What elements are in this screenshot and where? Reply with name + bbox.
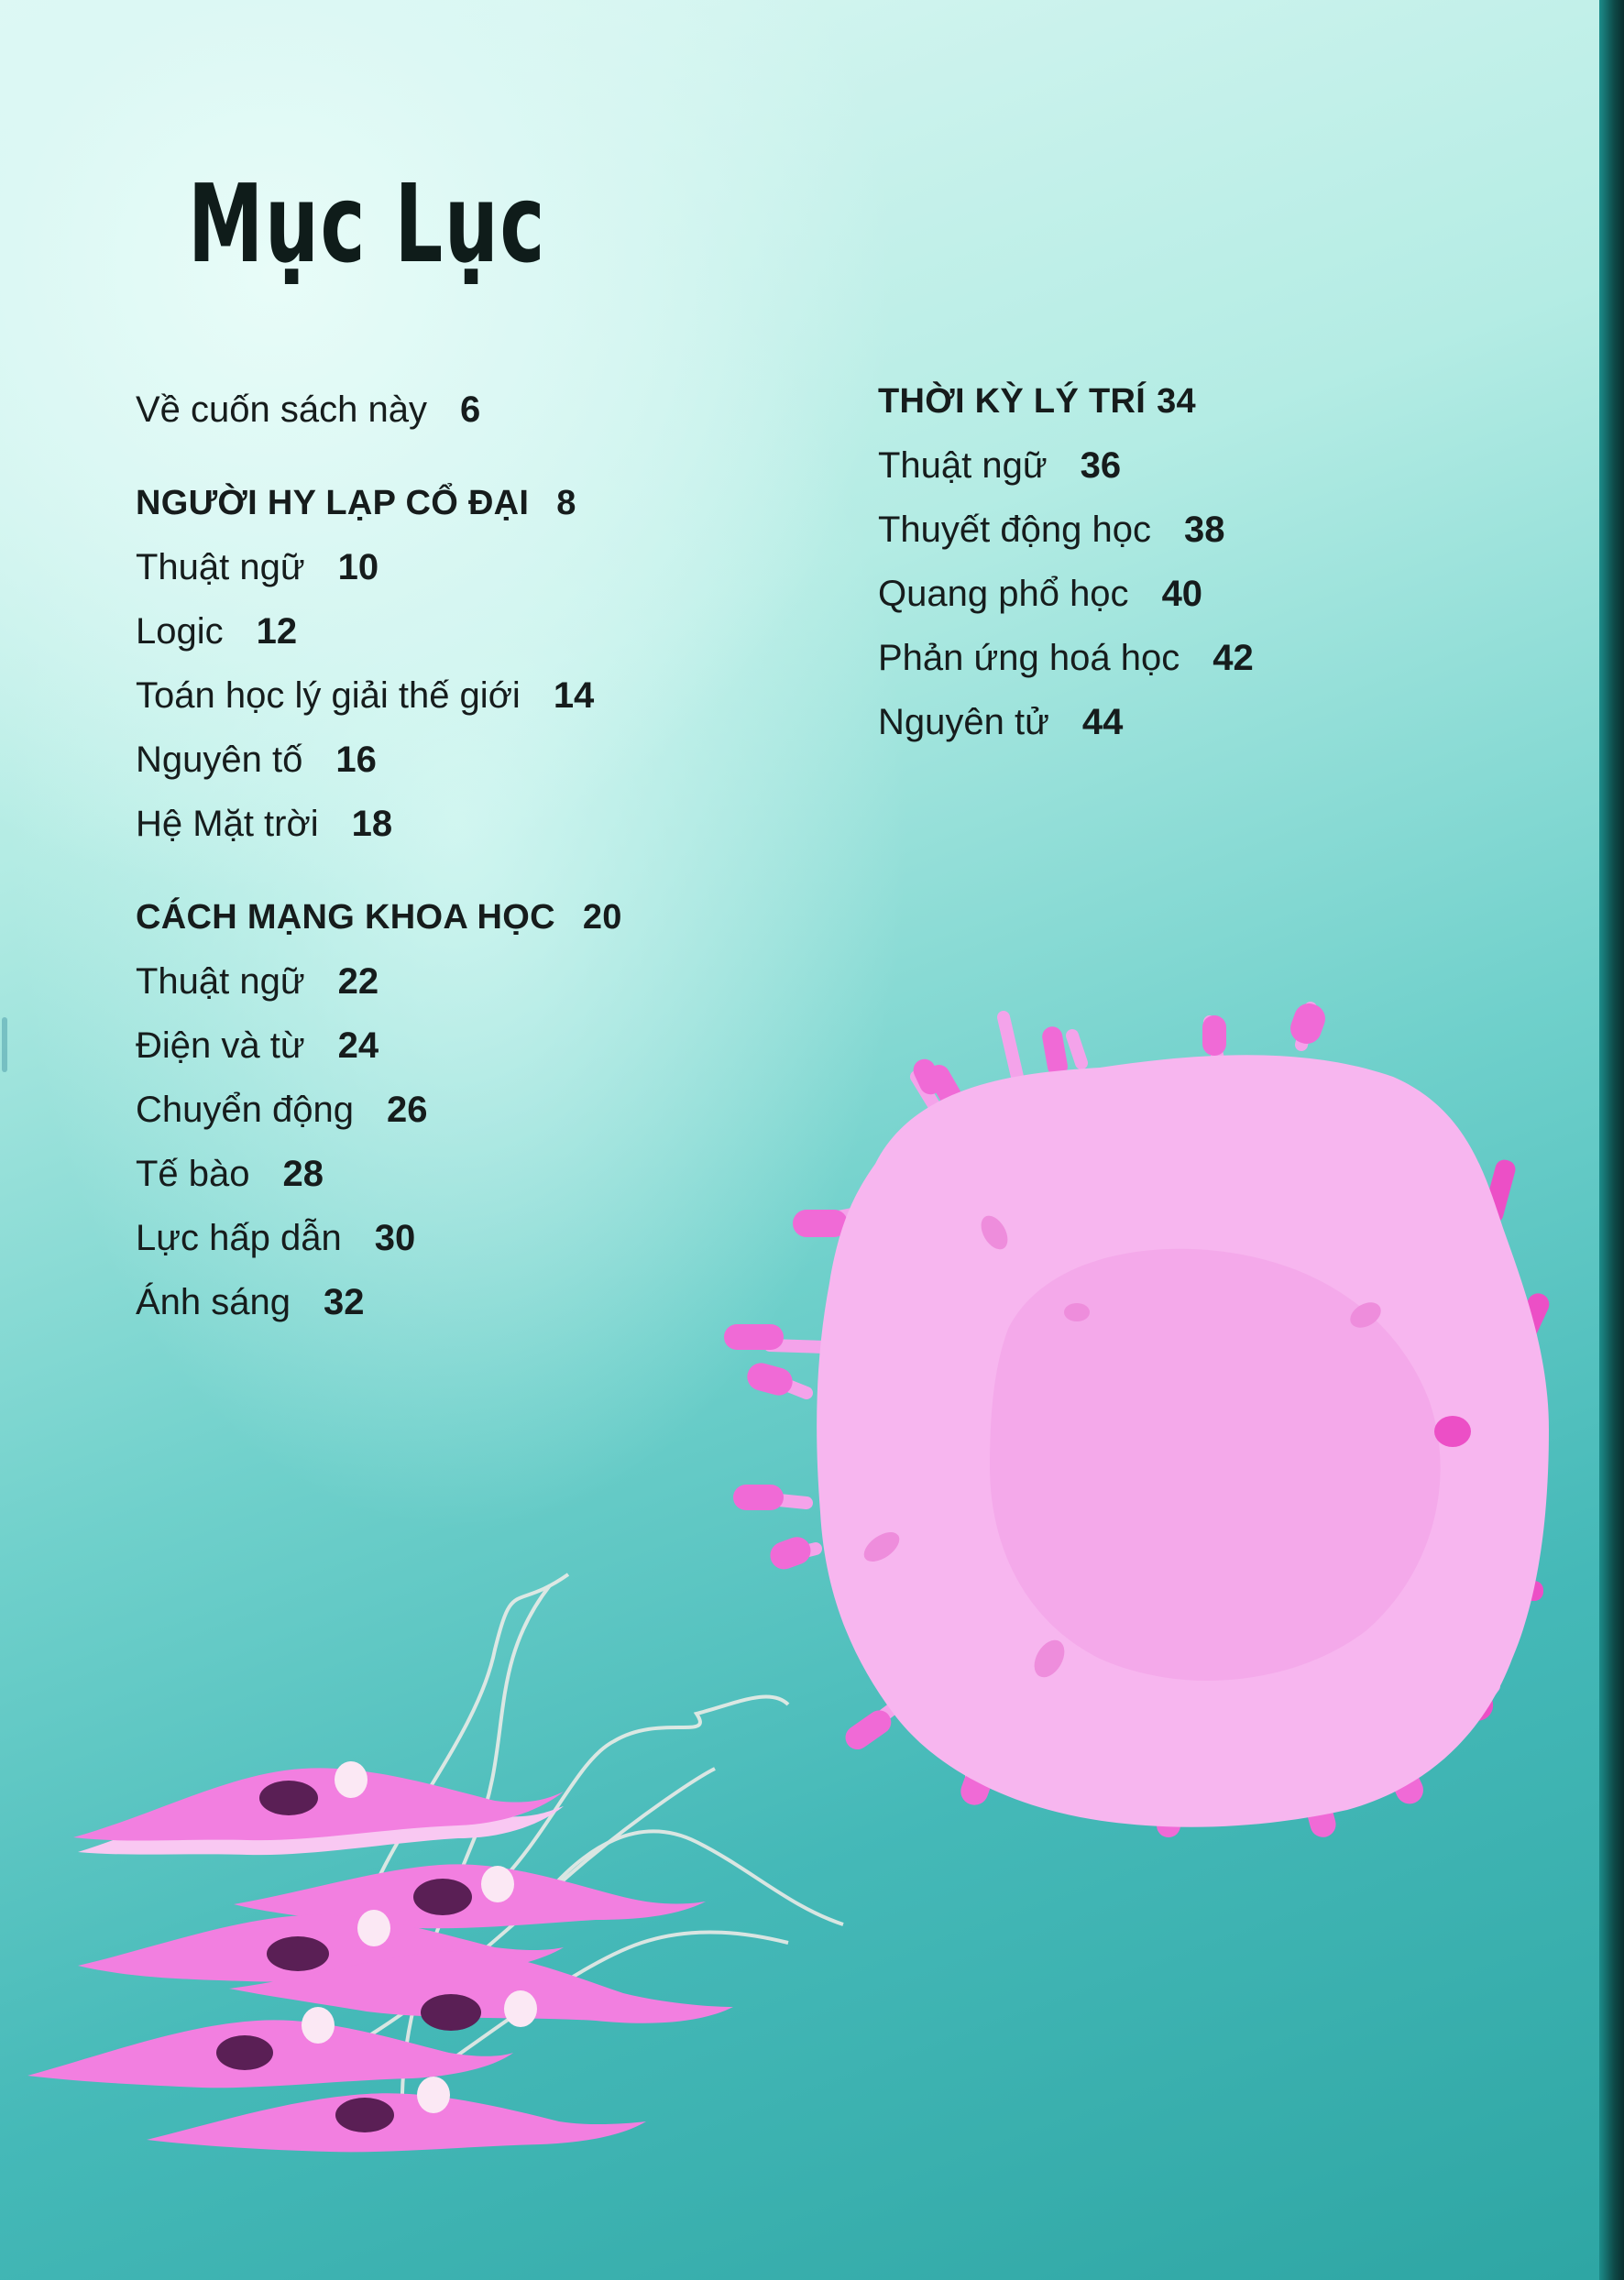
toc-entry-page: 28 — [282, 1154, 324, 1194]
toc-entry-page: 14 — [553, 675, 595, 716]
toc-entry-label: Tế bào — [136, 1154, 250, 1194]
toc-entry-label: Nguyên tử — [878, 702, 1049, 742]
toc-entry-page: 12 — [256, 611, 298, 652]
toc-entry-label: Về cuốn sách này — [136, 389, 427, 430]
toc-heading-label: THỜI KỲ LÝ TRÍ — [878, 382, 1147, 421]
toc-entry-label: Chuyển động — [136, 1090, 354, 1130]
toc-heading-page: 20 — [582, 898, 622, 937]
toc-entry-page: 10 — [337, 547, 379, 587]
edge-mark — [2, 1017, 7, 1072]
toc-entry-label: Phản ứng hoá học — [878, 638, 1180, 678]
toc-entry-page: 42 — [1213, 638, 1254, 678]
toc-entry-page: 44 — [1081, 702, 1124, 742]
toc-entry-label: Quang phổ học — [878, 574, 1129, 614]
toc-entry-label: Thuyết động học — [878, 510, 1151, 550]
toc-entry-page: 36 — [1080, 445, 1122, 486]
toc-entry-label: Lực hấp dẫn — [136, 1218, 342, 1258]
toc-heading-page: 8 — [556, 484, 576, 522]
toc-entry-page: 24 — [337, 1025, 379, 1066]
toc-entry-page: 22 — [337, 961, 379, 1002]
toc-heading-label: NGƯỜI HY LẠP CỔ ĐẠI — [136, 484, 530, 522]
toc-entry-page: 6 — [460, 389, 481, 430]
toc-entry-label: Ánh sáng — [136, 1282, 291, 1322]
page-spine-edge — [1599, 0, 1624, 2280]
toc-entry-label: Điện và từ — [136, 1025, 305, 1066]
toc-entry-page: 30 — [374, 1218, 416, 1258]
toc-entry-page: 16 — [335, 740, 377, 780]
toc-entry-label: Logic — [136, 611, 224, 652]
toc-entry-page: 18 — [351, 804, 393, 844]
toc-entry-label: Thuật ngữ — [136, 961, 305, 1002]
toc-entry-label: Hệ Mặt trời — [136, 804, 319, 844]
toc-entry-label: Thuật ngữ — [136, 547, 305, 587]
toc-heading-page: 34 — [1157, 382, 1196, 421]
toc-entry-page: 32 — [324, 1282, 365, 1322]
toc-entry-page: 26 — [386, 1090, 428, 1130]
toc-entry-page: 40 — [1161, 574, 1203, 614]
toc-heading-label: CÁCH MẠNG KHOA HỌC — [136, 898, 555, 937]
toc-entry-label: Thuật ngữ — [878, 445, 1048, 486]
toc-entry-label: Toán học lý giải thế giới — [136, 675, 521, 716]
toc-entry-label: Nguyên tố — [136, 740, 303, 780]
page-title: Mục Lục — [188, 160, 546, 287]
toc-entry-page: 38 — [1184, 510, 1225, 550]
